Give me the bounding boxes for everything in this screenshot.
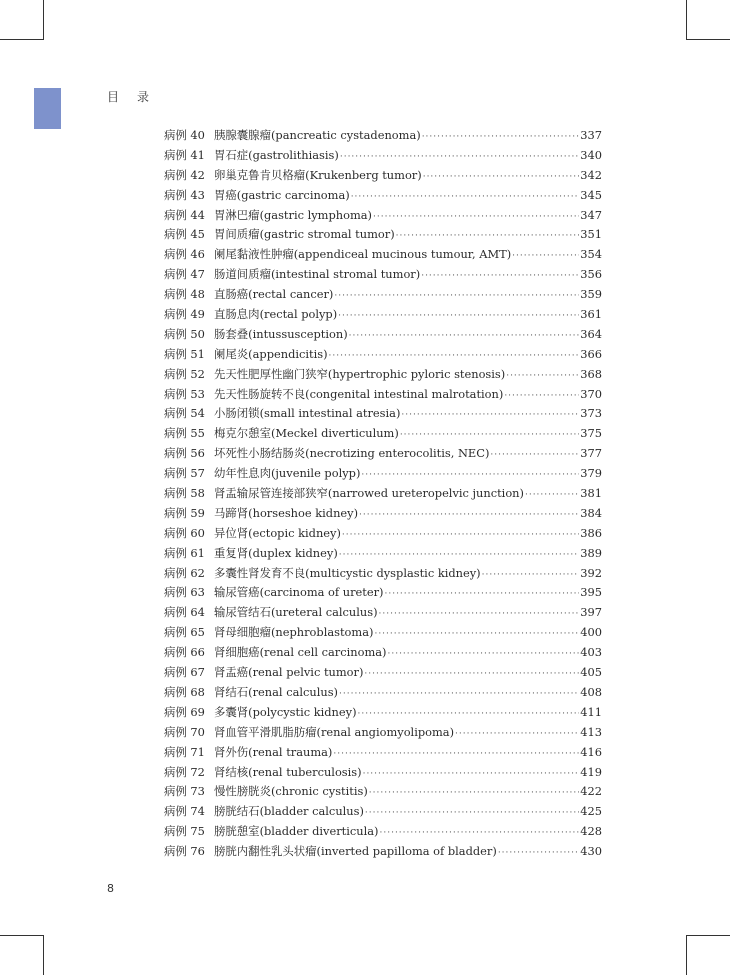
toc-case-number: 病例 43 <box>164 187 205 202</box>
toc-case-number: 病例 47 <box>164 267 205 282</box>
toc-entry[interactable] <box>164 404 602 424</box>
toc-case-number: 病例 61 <box>164 545 205 560</box>
toc-page-number: 395 <box>580 585 602 600</box>
page-header-title: 目录 <box>107 90 168 104</box>
toc-case-number: 病例 73 <box>164 784 205 799</box>
toc-page-number: 368 <box>580 366 602 381</box>
toc-entry[interactable] <box>164 285 602 305</box>
toc-page-number: 366 <box>580 346 602 361</box>
toc-dot-leader <box>359 506 579 526</box>
toc-dot-leader <box>504 387 579 407</box>
toc-page-number: 386 <box>580 525 602 540</box>
toc-entry-title: 输尿管癌(carcinoma of ureter) <box>214 585 384 600</box>
toc-entry-title: 肠道间质瘤(intestinal stromal tumor) <box>214 267 421 282</box>
toc-entry[interactable] <box>164 524 602 544</box>
toc-case-number: 病例 54 <box>164 406 205 421</box>
toc-entry[interactable] <box>164 166 602 186</box>
toc-entry-title: 肾外伤(renal trauma) <box>214 744 333 759</box>
toc-entry[interactable] <box>164 225 602 245</box>
toc-entry[interactable] <box>164 484 602 504</box>
toc-entry-title: 多囊性肾发育不良(multicystic dysplastic kidney) <box>214 565 481 580</box>
toc-dot-leader <box>334 287 579 307</box>
toc-entry[interactable] <box>164 822 602 842</box>
toc-entry[interactable] <box>164 583 602 603</box>
toc-case-number: 病例 53 <box>164 386 205 401</box>
toc-page-number: 377 <box>580 446 602 461</box>
table-of-contents <box>164 126 602 862</box>
toc-case-number: 病例 56 <box>164 446 205 461</box>
toc-entry-title: 慢性膀胱炎(chronic cystitis) <box>214 784 368 799</box>
toc-page-number: 392 <box>580 565 602 580</box>
toc-entry-title: 肾结核(renal tuberculosis) <box>214 764 362 779</box>
toc-dot-leader <box>333 745 579 765</box>
toc-case-number: 病例 71 <box>164 744 205 759</box>
toc-dot-leader <box>339 685 579 705</box>
toc-page-number: 379 <box>580 466 602 481</box>
toc-entry[interactable] <box>164 365 602 385</box>
toc-entry-title: 马蹄肾(horseshoe kidney) <box>214 505 359 520</box>
toc-entry-title: 肾母细胞瘤(nephroblastoma) <box>214 625 374 640</box>
toc-page-number: 340 <box>580 147 602 162</box>
toc-entry[interactable] <box>164 206 602 226</box>
toc-dot-leader <box>387 645 579 665</box>
toc-page-number: 342 <box>580 167 602 182</box>
toc-entry[interactable] <box>164 842 602 862</box>
page-number: 8 <box>107 882 114 895</box>
toc-page-number: 411 <box>580 704 602 719</box>
toc-dot-leader <box>498 844 579 864</box>
crop-mark-top-right-v <box>686 0 687 40</box>
toc-page-number: 337 <box>580 128 602 142</box>
toc-page-number: 345 <box>580 187 602 202</box>
toc-dot-leader <box>342 526 579 546</box>
toc-entry-title: 小肠闭锁(small intestinal atresia) <box>214 406 401 421</box>
toc-case-number: 病例 64 <box>164 605 205 620</box>
toc-case-number: 病例 51 <box>164 346 205 361</box>
toc-dot-leader <box>351 188 580 208</box>
toc-case-number: 病例 44 <box>164 207 205 222</box>
toc-entry-title: 膀胱内翻性乳头状瘤(inverted papilloma of bladder) <box>214 844 497 859</box>
toc-entry-title: 重复肾(duplex kidney) <box>214 545 338 560</box>
toc-entry-title: 异位肾(ectopic kidney) <box>214 525 341 540</box>
toc-dot-leader <box>349 327 580 347</box>
toc-entry-title: 膀胱结石(bladder calculus) <box>214 804 364 819</box>
toc-entry-title: 幼年性息肉(juvenile polyp) <box>214 466 361 481</box>
toc-entry-title: 多囊肾(polycystic kidney) <box>214 704 357 719</box>
toc-page-number: 422 <box>580 784 602 799</box>
toc-case-number: 病例 42 <box>164 167 205 182</box>
toc-page-number: 381 <box>580 486 602 501</box>
toc-dot-leader <box>512 247 579 267</box>
toc-entry[interactable] <box>164 623 602 643</box>
toc-case-number: 病例 50 <box>164 326 205 341</box>
toc-page-number: 419 <box>580 764 602 779</box>
toc-entry[interactable] <box>164 265 602 285</box>
toc-entry[interactable] <box>164 464 602 484</box>
toc-dot-leader <box>455 725 579 745</box>
toc-entry[interactable] <box>164 424 602 444</box>
toc-entry-title: 卵巢克鲁肯贝格瘤(Krukenberg tumor) <box>214 167 422 182</box>
chapter-tab-marker <box>34 88 61 129</box>
toc-entry[interactable] <box>164 126 602 146</box>
toc-entry-title: 胰腺囊腺瘤(pancreatic cystadenoma) <box>214 128 421 142</box>
toc-dot-leader <box>369 784 579 804</box>
toc-entry[interactable] <box>164 782 602 802</box>
toc-page-number: 408 <box>580 684 602 699</box>
toc-page-number: 416 <box>580 744 602 759</box>
toc-case-number: 病例 40 <box>164 128 205 142</box>
toc-case-number: 病例 74 <box>164 804 205 819</box>
toc-entry-title: 膀胱憩室(bladder diverticula) <box>214 824 379 839</box>
crop-mark-top-left-v <box>43 0 44 40</box>
toc-page-number: 397 <box>580 605 602 620</box>
toc-entry[interactable] <box>164 802 602 822</box>
toc-entry[interactable] <box>164 743 602 763</box>
toc-page-number: 364 <box>580 326 602 341</box>
toc-entry[interactable] <box>164 385 602 405</box>
toc-entry-title: 胃癌(gastric carcinoma) <box>214 187 350 202</box>
toc-entry[interactable] <box>164 603 602 623</box>
toc-dot-leader <box>506 367 579 387</box>
toc-page-number: 430 <box>580 844 602 859</box>
toc-page-number: 384 <box>580 505 602 520</box>
toc-entry[interactable] <box>164 345 602 365</box>
toc-case-number: 病例 65 <box>164 625 205 640</box>
toc-page-number: 370 <box>580 386 602 401</box>
toc-page-number: 356 <box>580 267 602 282</box>
toc-case-number: 病例 70 <box>164 724 205 739</box>
toc-entry-title: 阑尾黏液性肿瘤(appendiceal mucinous tumour, AMT) <box>214 247 512 262</box>
toc-page-number: 428 <box>580 824 602 839</box>
toc-entry-title: 直肠息肉(rectal polyp) <box>214 307 338 322</box>
toc-dot-leader <box>373 208 579 228</box>
toc-entry-title: 坏死性小肠结肠炎(necrotizing enterocolitis, NEC) <box>214 446 490 461</box>
toc-page-number: 413 <box>580 724 602 739</box>
toc-entry[interactable] <box>164 683 602 703</box>
toc-entry[interactable] <box>164 643 602 663</box>
toc-entry[interactable] <box>164 325 602 345</box>
toc-dot-leader <box>482 566 580 586</box>
toc-case-number: 病例 63 <box>164 585 205 600</box>
toc-case-number: 病例 49 <box>164 307 205 322</box>
toc-page-number: 373 <box>580 406 602 421</box>
toc-entry[interactable] <box>164 544 602 564</box>
toc-case-number: 病例 57 <box>164 466 205 481</box>
toc-entry-title: 先天性肥厚性幽门狭窄(hypertrophic pyloric stenosis) <box>214 366 506 381</box>
toc-entry[interactable] <box>164 564 602 584</box>
toc-entry-title: 胃石症(gastrolithiasis) <box>214 147 339 162</box>
toc-case-number: 病例 41 <box>164 147 205 162</box>
toc-dot-leader <box>379 605 580 625</box>
toc-dot-leader <box>374 625 579 645</box>
toc-dot-leader <box>364 665 579 685</box>
toc-entry[interactable] <box>164 245 602 265</box>
toc-page-number: 425 <box>580 804 602 819</box>
toc-dot-leader <box>384 585 579 605</box>
toc-dot-leader <box>365 804 579 824</box>
toc-entry[interactable] <box>164 723 602 743</box>
toc-entry-title: 阑尾炎(appendicitis) <box>214 346 328 361</box>
toc-case-number: 病例 66 <box>164 645 205 660</box>
crop-mark-bottom-left-v <box>43 935 44 975</box>
toc-page-number: 361 <box>580 307 602 322</box>
toc-case-number: 病例 75 <box>164 824 205 839</box>
toc-entry-title: 直肠癌(rectal cancer) <box>214 287 334 302</box>
toc-dot-leader <box>525 486 579 506</box>
toc-page-number: 347 <box>580 207 602 222</box>
toc-entry[interactable] <box>164 186 602 206</box>
toc-dot-leader <box>401 406 579 426</box>
toc-case-number: 病例 72 <box>164 764 205 779</box>
toc-entry-title: 肾血管平滑肌脂肪瘤(renal angiomyolipoma) <box>214 724 455 739</box>
toc-entry[interactable] <box>164 444 602 464</box>
crop-mark-top-right-h <box>686 39 730 40</box>
toc-page-number: 375 <box>580 426 602 441</box>
toc-entry-title: 梅克尔憩室(Meckel diverticulum) <box>214 426 399 441</box>
toc-case-number: 病例 55 <box>164 426 205 441</box>
toc-page-number: 403 <box>580 645 602 660</box>
toc-case-number: 病例 59 <box>164 505 205 520</box>
toc-dot-leader <box>423 168 580 188</box>
toc-entry-title: 肾盂输尿管连接部狭窄(narrowed ureteropelvic junction) <box>214 486 524 501</box>
toc-page-number: 405 <box>580 665 602 680</box>
toc-entry[interactable] <box>164 763 602 783</box>
toc-entry-title: 胃淋巴瘤(gastric lymphoma) <box>214 207 373 222</box>
toc-case-number: 病例 76 <box>164 844 205 859</box>
toc-case-number: 病例 68 <box>164 684 205 699</box>
toc-case-number: 病例 67 <box>164 665 205 680</box>
toc-entry-title: 肾结石(renal calculus) <box>214 684 338 699</box>
toc-case-number: 病例 48 <box>164 287 205 302</box>
toc-case-number: 病例 60 <box>164 525 205 540</box>
crop-mark-bottom-right-h <box>686 935 730 936</box>
toc-page-number: 354 <box>580 247 602 262</box>
toc-case-number: 病例 45 <box>164 227 205 242</box>
crop-mark-top-left-h <box>0 39 44 40</box>
toc-entry[interactable] <box>164 146 602 166</box>
toc-entry-title: 先天性肠旋转不良(congenital intestinal malrotation) <box>214 386 504 401</box>
crop-mark-bottom-left-h <box>0 935 44 936</box>
toc-entry-title: 肠套叠(intussusception) <box>214 326 348 341</box>
toc-dot-leader <box>363 765 580 785</box>
toc-case-number: 病例 58 <box>164 486 205 501</box>
toc-dot-leader <box>421 267 579 287</box>
toc-page-number: 389 <box>580 545 602 560</box>
toc-case-number: 病例 69 <box>164 704 205 719</box>
toc-entry-title: 输尿管结石(ureteral calculus) <box>214 605 378 620</box>
crop-mark-bottom-right-v <box>686 935 687 975</box>
toc-page-number: 400 <box>580 625 602 640</box>
toc-case-number: 病例 62 <box>164 565 205 580</box>
toc-entry[interactable] <box>164 663 602 683</box>
toc-case-number: 病例 46 <box>164 247 205 262</box>
toc-entry[interactable] <box>164 504 602 524</box>
toc-case-number: 病例 52 <box>164 366 205 381</box>
toc-entry-title: 肾细胞癌(renal cell carcinoma) <box>214 645 387 660</box>
toc-dot-leader <box>490 446 579 466</box>
toc-entry-title: 胃间质瘤(gastric stromal tumor) <box>214 227 395 242</box>
toc-entry-title: 肾盂癌(renal pelvic tumor) <box>214 665 364 680</box>
toc-dot-leader <box>338 307 579 327</box>
toc-entry[interactable] <box>164 305 602 325</box>
toc-page-number: 359 <box>580 287 602 302</box>
toc-entry[interactable] <box>164 703 602 723</box>
toc-page-number: 351 <box>580 227 602 242</box>
toc-dot-leader <box>422 128 580 148</box>
